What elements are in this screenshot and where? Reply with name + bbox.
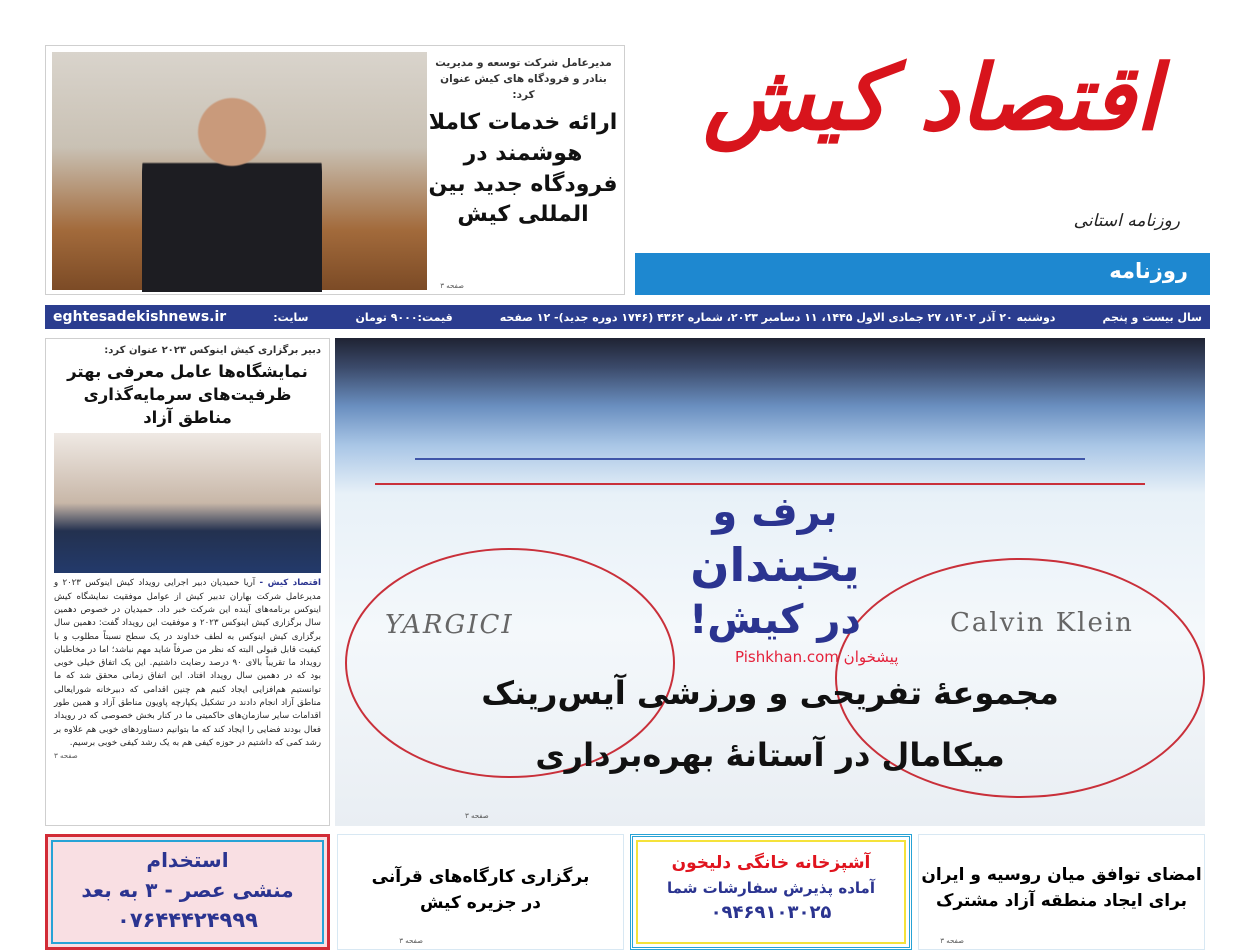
site-link[interactable]: eghtesadekishnews.ir bbox=[53, 309, 227, 325]
info-bar bbox=[45, 305, 1210, 329]
body-text: آریا حمیدیان دبیر اجرایی رویداد کیش اینوکس ۲۰۲۳ و مدیرعامل شرکت بهاران تدبیر کیش از عوامل موفقیت نمایشگاه کیش اینوکس برنامه‌های آینده این شرکت خبر داد. حمیدیان در خصوص دهمین سال برگزاری کیش اینوکس ۲۰۲۳ و موفقیت این رویداد گفت: دهمین سال برگزاری کیش اینوکس به لطف خداوند در یک سطح نسبتاً مطلوب و با کیفیت قابل قبولی البته که نظر من صرفاً شاید مهم نباشد؛ اما در مخاطبان رویداد ما تقریباً بالای ۹۰ درصد رضایت داشتیم. این یک اتفاق خیلی خوبی بود که در دهمین سال رویداد افتاد. این اتفاق زمانی محقق شد که ما توانستیم هم‌افزایی ایجاد کنیم هم چنین اقدامی که دبیرخانه شورایعالی مناطق آزاد انجام دادند در تشکیل یکپارچه پاویون مناطق آزاد و همین طور اقدامات سایر سازمان‌های حاکمیتی ما در کنار بخش خصوصی که در رویداد فعال بودند فضایی را ایجاد کند که ما بتوانیم دستاوردهای خوبی هم علاوه بر رشد کمی که داشتیم در حوزه کیفی هم به یک رشد کیفی خوبی برسیم. bbox=[54, 578, 322, 749]
ad-line: آماده پذیرش سفارشات شما bbox=[667, 878, 875, 897]
ad-title: آشپزخانه خانگی دلیخون bbox=[671, 853, 871, 873]
ad-phone[interactable]: ۰۷۶۴۴۴۲۴۹۹۹ bbox=[117, 908, 258, 932]
page-ref: صفحه ۳ bbox=[465, 812, 489, 820]
main-subhead-1: مجموعۀ تفریحی و ورزشی آیس‌رینک bbox=[481, 674, 1059, 712]
lead: اقتصاد کیش - bbox=[259, 578, 321, 589]
main-headline-1: برف و bbox=[712, 489, 838, 535]
top-story-photo bbox=[52, 52, 427, 290]
ad-phone[interactable]: ۰۹۴۶۹۱۰۳۰۲۵ bbox=[710, 902, 832, 923]
news-box-russia-iran[interactable] bbox=[918, 834, 1205, 950]
masthead-bar-label: روزنامه bbox=[1109, 259, 1188, 283]
brand-right: Calvin Klein bbox=[950, 608, 1134, 638]
person-image bbox=[142, 92, 322, 292]
main-subhead-2: میکامال در آستانۀ بهره‌برداری bbox=[535, 736, 1005, 774]
masthead bbox=[635, 40, 1210, 295]
main-headline-3: در کیش! bbox=[689, 597, 861, 643]
ad-line: امضای توافق میان روسیه و ایران bbox=[921, 865, 1202, 885]
page-ref: صفحه ۳ bbox=[54, 752, 78, 761]
site-label: سایت: bbox=[273, 310, 309, 324]
news-box-quran-workshops[interactable] bbox=[337, 834, 624, 950]
main-story[interactable] bbox=[335, 338, 1205, 826]
ad-delikhoon[interactable] bbox=[630, 834, 912, 950]
masthead-bar bbox=[635, 253, 1210, 295]
main-headline-2: یخبندان bbox=[690, 538, 860, 592]
left-story-photo bbox=[54, 433, 321, 573]
rink-line bbox=[375, 483, 1145, 485]
page-ref: صفحه ۳ bbox=[399, 937, 423, 945]
year-label: سال بیست و پنجم bbox=[1102, 310, 1202, 324]
ad-line: برای ایجاد منطقه آزاد مشترک bbox=[935, 890, 1188, 911]
ad-line: منشی عصر - ۳ به بعد bbox=[81, 878, 294, 902]
top-story-headline[interactable]: ارائه خدمات کاملا هوشمند در فرودگاه جدید بین المللی کیش bbox=[428, 110, 618, 228]
issue-date: دوشنبه ۲۰ آذر ۱۴۰۲، ۲۷ جمادی الاول ۱۴۴۵، ۱۱ دسامبر ۲۰۲۳، شماره ۴۳۶۲ (۱۷۴۶ دوره جدید)- ۱۲ صفحه bbox=[499, 310, 1056, 324]
ad-title: استخدام bbox=[146, 848, 229, 872]
price: قیمت:۹۰۰۰ تومان bbox=[355, 310, 453, 324]
rink-line bbox=[415, 458, 1085, 460]
left-story-headline[interactable]: نمایشگاه‌ها عامل معرفی بهتر ظرفیت‌های سرمایه‌گذاری مناطق آزاد bbox=[67, 362, 308, 428]
top-story-kicker: مدیرعامل شرکت توسعه و مدیریت بنادر و فرودگاه های کیش عنوان کرد: bbox=[435, 57, 612, 101]
watermark: پیشخوان Pishkhan.com bbox=[735, 648, 899, 666]
ad-line: در جزیره کیش bbox=[419, 892, 542, 913]
left-story-kicker: دبیر برگزاری کیش اینوکس ۲۰۲۳ عنوان کرد: bbox=[104, 345, 321, 356]
ad-hiring[interactable] bbox=[45, 834, 330, 950]
logo-subtitle: روزنامه استانی bbox=[1073, 211, 1180, 231]
newspaper-logo: اقتصاد کیش bbox=[703, 45, 1160, 151]
left-story-body bbox=[54, 577, 321, 750]
ad-line: برگزاری کارگاه‌های قرآنی bbox=[371, 867, 590, 887]
page-ref: صفحه ۳ bbox=[440, 282, 464, 290]
left-story[interactable] bbox=[45, 338, 330, 826]
top-story[interactable] bbox=[45, 45, 625, 295]
page-ref: صفحه ۳ bbox=[940, 937, 964, 945]
brand-left: YARGICI bbox=[385, 610, 514, 640]
